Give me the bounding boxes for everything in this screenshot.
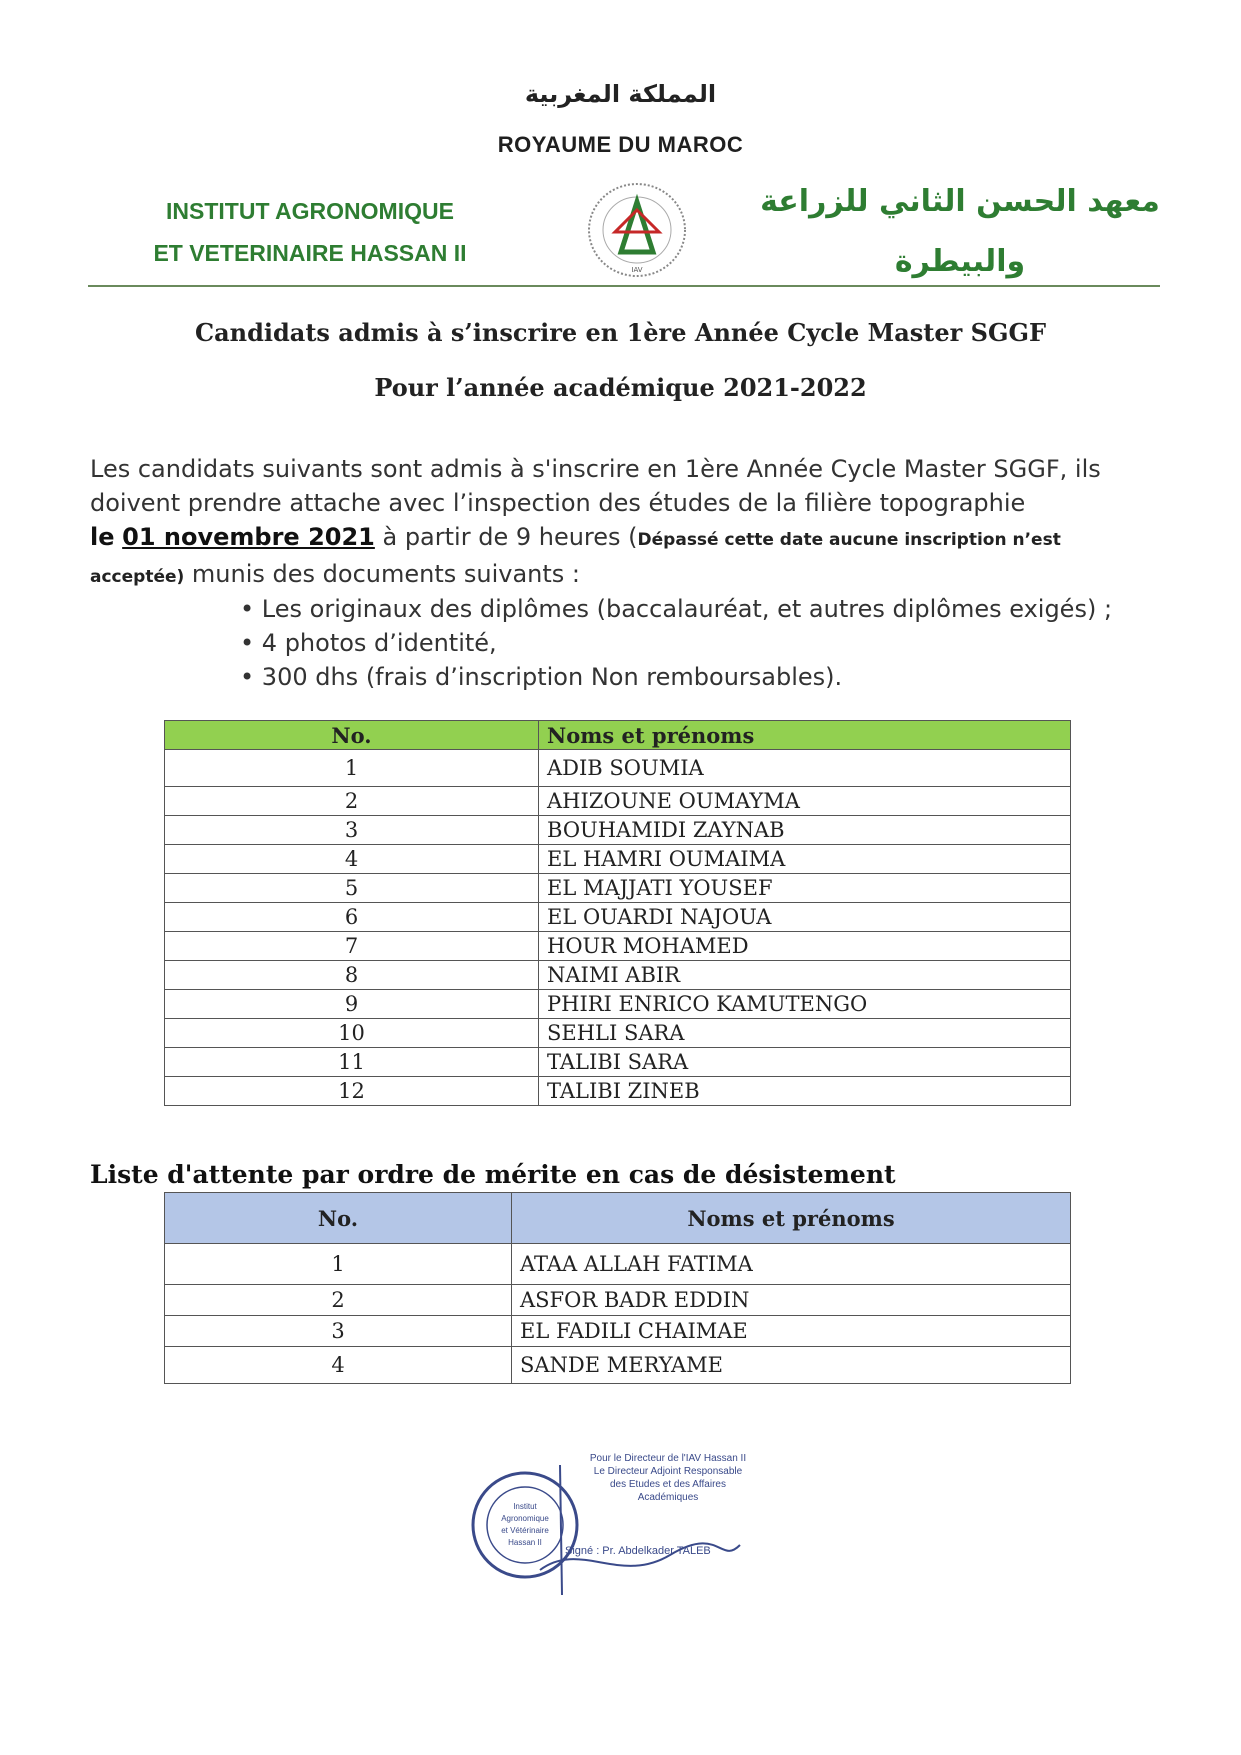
cell-no: 11 (165, 1048, 539, 1077)
table-row (165, 903, 1071, 932)
column-header-no: No. (165, 1193, 512, 1244)
intro-le: le (90, 523, 115, 551)
intro-line3 (90, 520, 1160, 594)
signature-line2: Le Directeur Adjoint Responsable (593, 1466, 743, 1477)
institute-ar-line2: والبيطرة (894, 244, 1026, 279)
cell-name: ATAA ALLAH FATIMA (512, 1244, 1071, 1285)
cell-name: TALIBI ZINEB (539, 1077, 1071, 1106)
cell-name: SEHLI SARA (539, 1019, 1071, 1048)
column-header-name: Noms et prénoms (512, 1193, 1071, 1244)
cell-no: 8 (165, 961, 539, 990)
cell-name: EL FADILI CHAIMAE (512, 1316, 1071, 1347)
table-row (165, 932, 1071, 961)
academic-year-title: Pour l’année académique 2021-2022 (374, 373, 867, 402)
table-row (165, 1285, 1071, 1316)
cell-name: NAIMI ABIR (539, 961, 1071, 990)
cell-no: 10 (165, 1019, 539, 1048)
signatory-name: Signé : Pr. Abdelkader TALEB (565, 1545, 711, 1557)
svg-text:Hassan II: Hassan II (508, 1538, 542, 1547)
cell-name: EL MAJJATI YOUSEF (539, 874, 1071, 903)
list-item: • Les originaux des diplômes (baccalauréat, et autres diplômes exigés) ; (240, 592, 1112, 626)
intro-docs: munis des documents suivants : (184, 560, 580, 588)
header-divider (88, 285, 1160, 287)
table-row (165, 1019, 1071, 1048)
logo-caption: IAV (631, 266, 643, 274)
waitlist-table (164, 1192, 1071, 1384)
table-row (165, 990, 1071, 1019)
table-row (165, 750, 1071, 787)
cell-no: 3 (165, 816, 539, 845)
cell-no: 6 (165, 903, 539, 932)
institute-ar-line1: معهد الحسن الثاني للزراعة (760, 184, 1160, 219)
signature-line3: des Etudes et des Affaires (609, 1479, 726, 1490)
cell-name: ADIB SOUMIA (539, 750, 1071, 787)
cell-name: SANDE MERYAME (512, 1347, 1071, 1384)
cell-no: 4 (165, 845, 539, 874)
cell-name: PHIRI ENRICO KAMUTENGO (539, 990, 1071, 1019)
cell-no: 4 (165, 1347, 512, 1384)
signature-line1: Pour le Directeur de l'IAV Hassan II (589, 1453, 747, 1464)
table-row (165, 816, 1071, 845)
cell-no: 5 (165, 874, 539, 903)
column-header-name: Noms et prénoms (539, 721, 1071, 750)
intro-paragraph (90, 452, 1160, 594)
table-header-row (165, 721, 1071, 750)
institute-name-french (130, 190, 490, 274)
table-row (165, 1048, 1071, 1077)
table-row (165, 1077, 1071, 1106)
admitted-table (164, 720, 1071, 1106)
signature-line4: Académiques (637, 1492, 699, 1503)
institute-logo (583, 180, 691, 280)
cell-no: 7 (165, 932, 539, 961)
cell-no: 2 (165, 1285, 512, 1316)
intro-line2: doivent prendre attache avec l’inspection des études de la filière topographie (90, 489, 1026, 517)
cell-name: HOUR MOHAMED (539, 932, 1071, 961)
cell-name: BOUHAMIDI ZAYNAB (539, 816, 1071, 845)
documents-list (240, 592, 1112, 694)
signature-block (568, 1452, 768, 1504)
cell-name: AHIZOUNE OUMAYMA (539, 787, 1071, 816)
cell-name: EL OUARDI NAJOUA (539, 903, 1071, 932)
cell-no: 9 (165, 990, 539, 1019)
institute-fr-line1: INSTITUT AGRONOMIQUE (166, 198, 454, 224)
svg-text:Agronomique: Agronomique (501, 1514, 549, 1523)
institute-name-arabic (750, 172, 1170, 292)
table-row (165, 845, 1071, 874)
table-row (165, 874, 1071, 903)
cell-name: ASFOR BADR EDDIN (512, 1285, 1071, 1316)
kingdom-arabic: المملكة المغربية (524, 80, 717, 108)
table-row (165, 1244, 1071, 1285)
table-row (165, 961, 1071, 990)
svg-text:et Vétérinaire: et Vétérinaire (501, 1526, 549, 1535)
kingdom-french: ROYAUME DU MAROC (497, 132, 744, 157)
document-title: Candidats admis à s’inscrire en 1ère Année Cycle Master SGGF (195, 318, 1046, 347)
cell-no: 1 (165, 750, 539, 787)
list-item: • 4 photos d’identité, (240, 626, 1112, 660)
intro-time: à partir de 9 heures ( (374, 523, 638, 551)
table-header-row (165, 1193, 1071, 1244)
cell-no: 2 (165, 787, 539, 816)
deadline-notice: Dépassé cette date aucune inscription n’est acceptée) (90, 530, 1061, 587)
cell-name: TALIBI SARA (539, 1048, 1071, 1077)
institute-fr-line2: ET VETERINAIRE HASSAN II (153, 240, 467, 266)
cell-name: EL HAMRI OUMAIMA (539, 845, 1071, 874)
list-item: • 300 dhs (frais d’inscription Non remboursables). (240, 660, 1112, 694)
cell-no: 12 (165, 1077, 539, 1106)
table-row (165, 1316, 1071, 1347)
cell-no: 3 (165, 1316, 512, 1347)
svg-text:Institut: Institut (513, 1502, 537, 1511)
registration-date: 01 novembre 2021 (122, 523, 375, 551)
table-row (165, 1347, 1071, 1384)
column-header-no: No. (165, 721, 539, 750)
cell-no: 1 (165, 1244, 512, 1285)
waitlist-heading: Liste d'attente par ordre de mérite en cas de désistement (90, 1160, 896, 1189)
intro-line1: Les candidats suivants sont admis à s'inscrire en 1ère Année Cycle Master SGGF, ils (90, 455, 1101, 483)
table-row (165, 787, 1071, 816)
